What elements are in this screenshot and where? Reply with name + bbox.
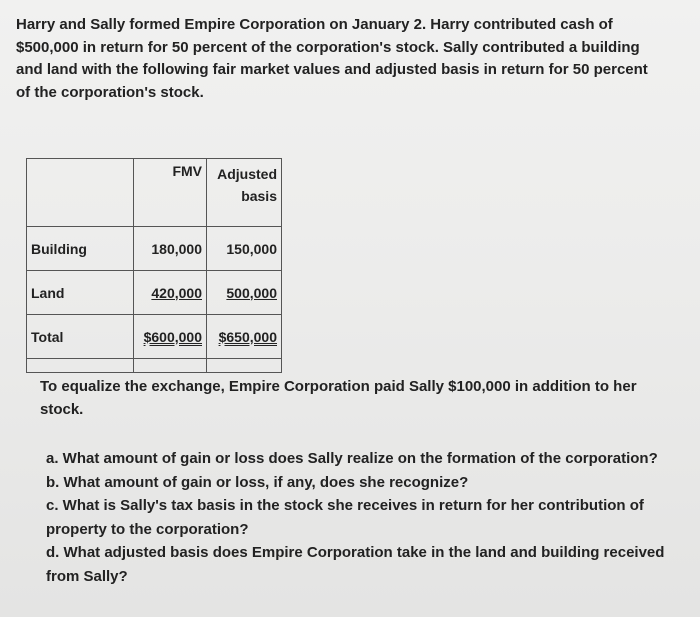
property-values-table [26,158,282,373]
question-c: c. What is Sally's tax basis in the stock she receives in return for her contribution of property to the corporation? [46,497,644,538]
total-fmv: $600,000 [143,328,202,345]
header-adjusted-basis [207,159,282,227]
total-fmv-cell [134,315,207,359]
header-fmv: FMV [134,159,207,227]
table-row-building [27,227,282,271]
spacer-cell-3 [207,359,282,373]
land-adjusted-basis: 500,000 [226,284,277,301]
table-row-land [27,271,282,315]
question-d: d. What adjusted basis does Empire Corporation take in the land and building received from Sally? [46,544,665,585]
land-fmv-cell [134,271,207,315]
total-adjusted-basis: $650,000 [218,328,277,345]
question-b: b. What amount of gain or loss, if any, does she recognize? [46,473,469,491]
spacer-cell-1 [27,359,134,373]
equalize-paragraph: To equalize the exchange, Empire Corporation paid Sally $100,000 in addition to her stock. [40,378,637,418]
total-adjusted-cell [207,315,282,359]
header-empty-cell [27,159,134,227]
header-adjusted-line2: basis [241,188,277,204]
table-row-total [27,315,282,359]
land-fmv: 420,000 [151,284,202,301]
land-adjusted-cell [207,271,282,315]
question-list [46,447,666,588]
table-header-row [27,159,282,227]
header-adjusted-line1: Adjusted [217,166,277,182]
table-bottom-spacer [27,359,282,373]
spacer-cell-2 [134,359,207,373]
building-fmv: 180,000 [134,227,207,271]
intro-paragraph: Harry and Sally formed Empire Corporation on January 2. Harry contributed cash of $500,000 in return for 50 percent of the corporation's stock. Sally contributed a building and land with the following fair market values and adjusted basis in return for 50 percent of the corporation's stock. [16,16,648,101]
building-adjusted-basis: 150,000 [207,227,282,271]
question-a: a. What amount of gain or loss does Sally realize on the formation of the corporation? [46,450,658,467]
row-label-total: Total [27,315,134,359]
row-label-land: Land [27,271,134,315]
row-label-building: Building [27,227,134,271]
